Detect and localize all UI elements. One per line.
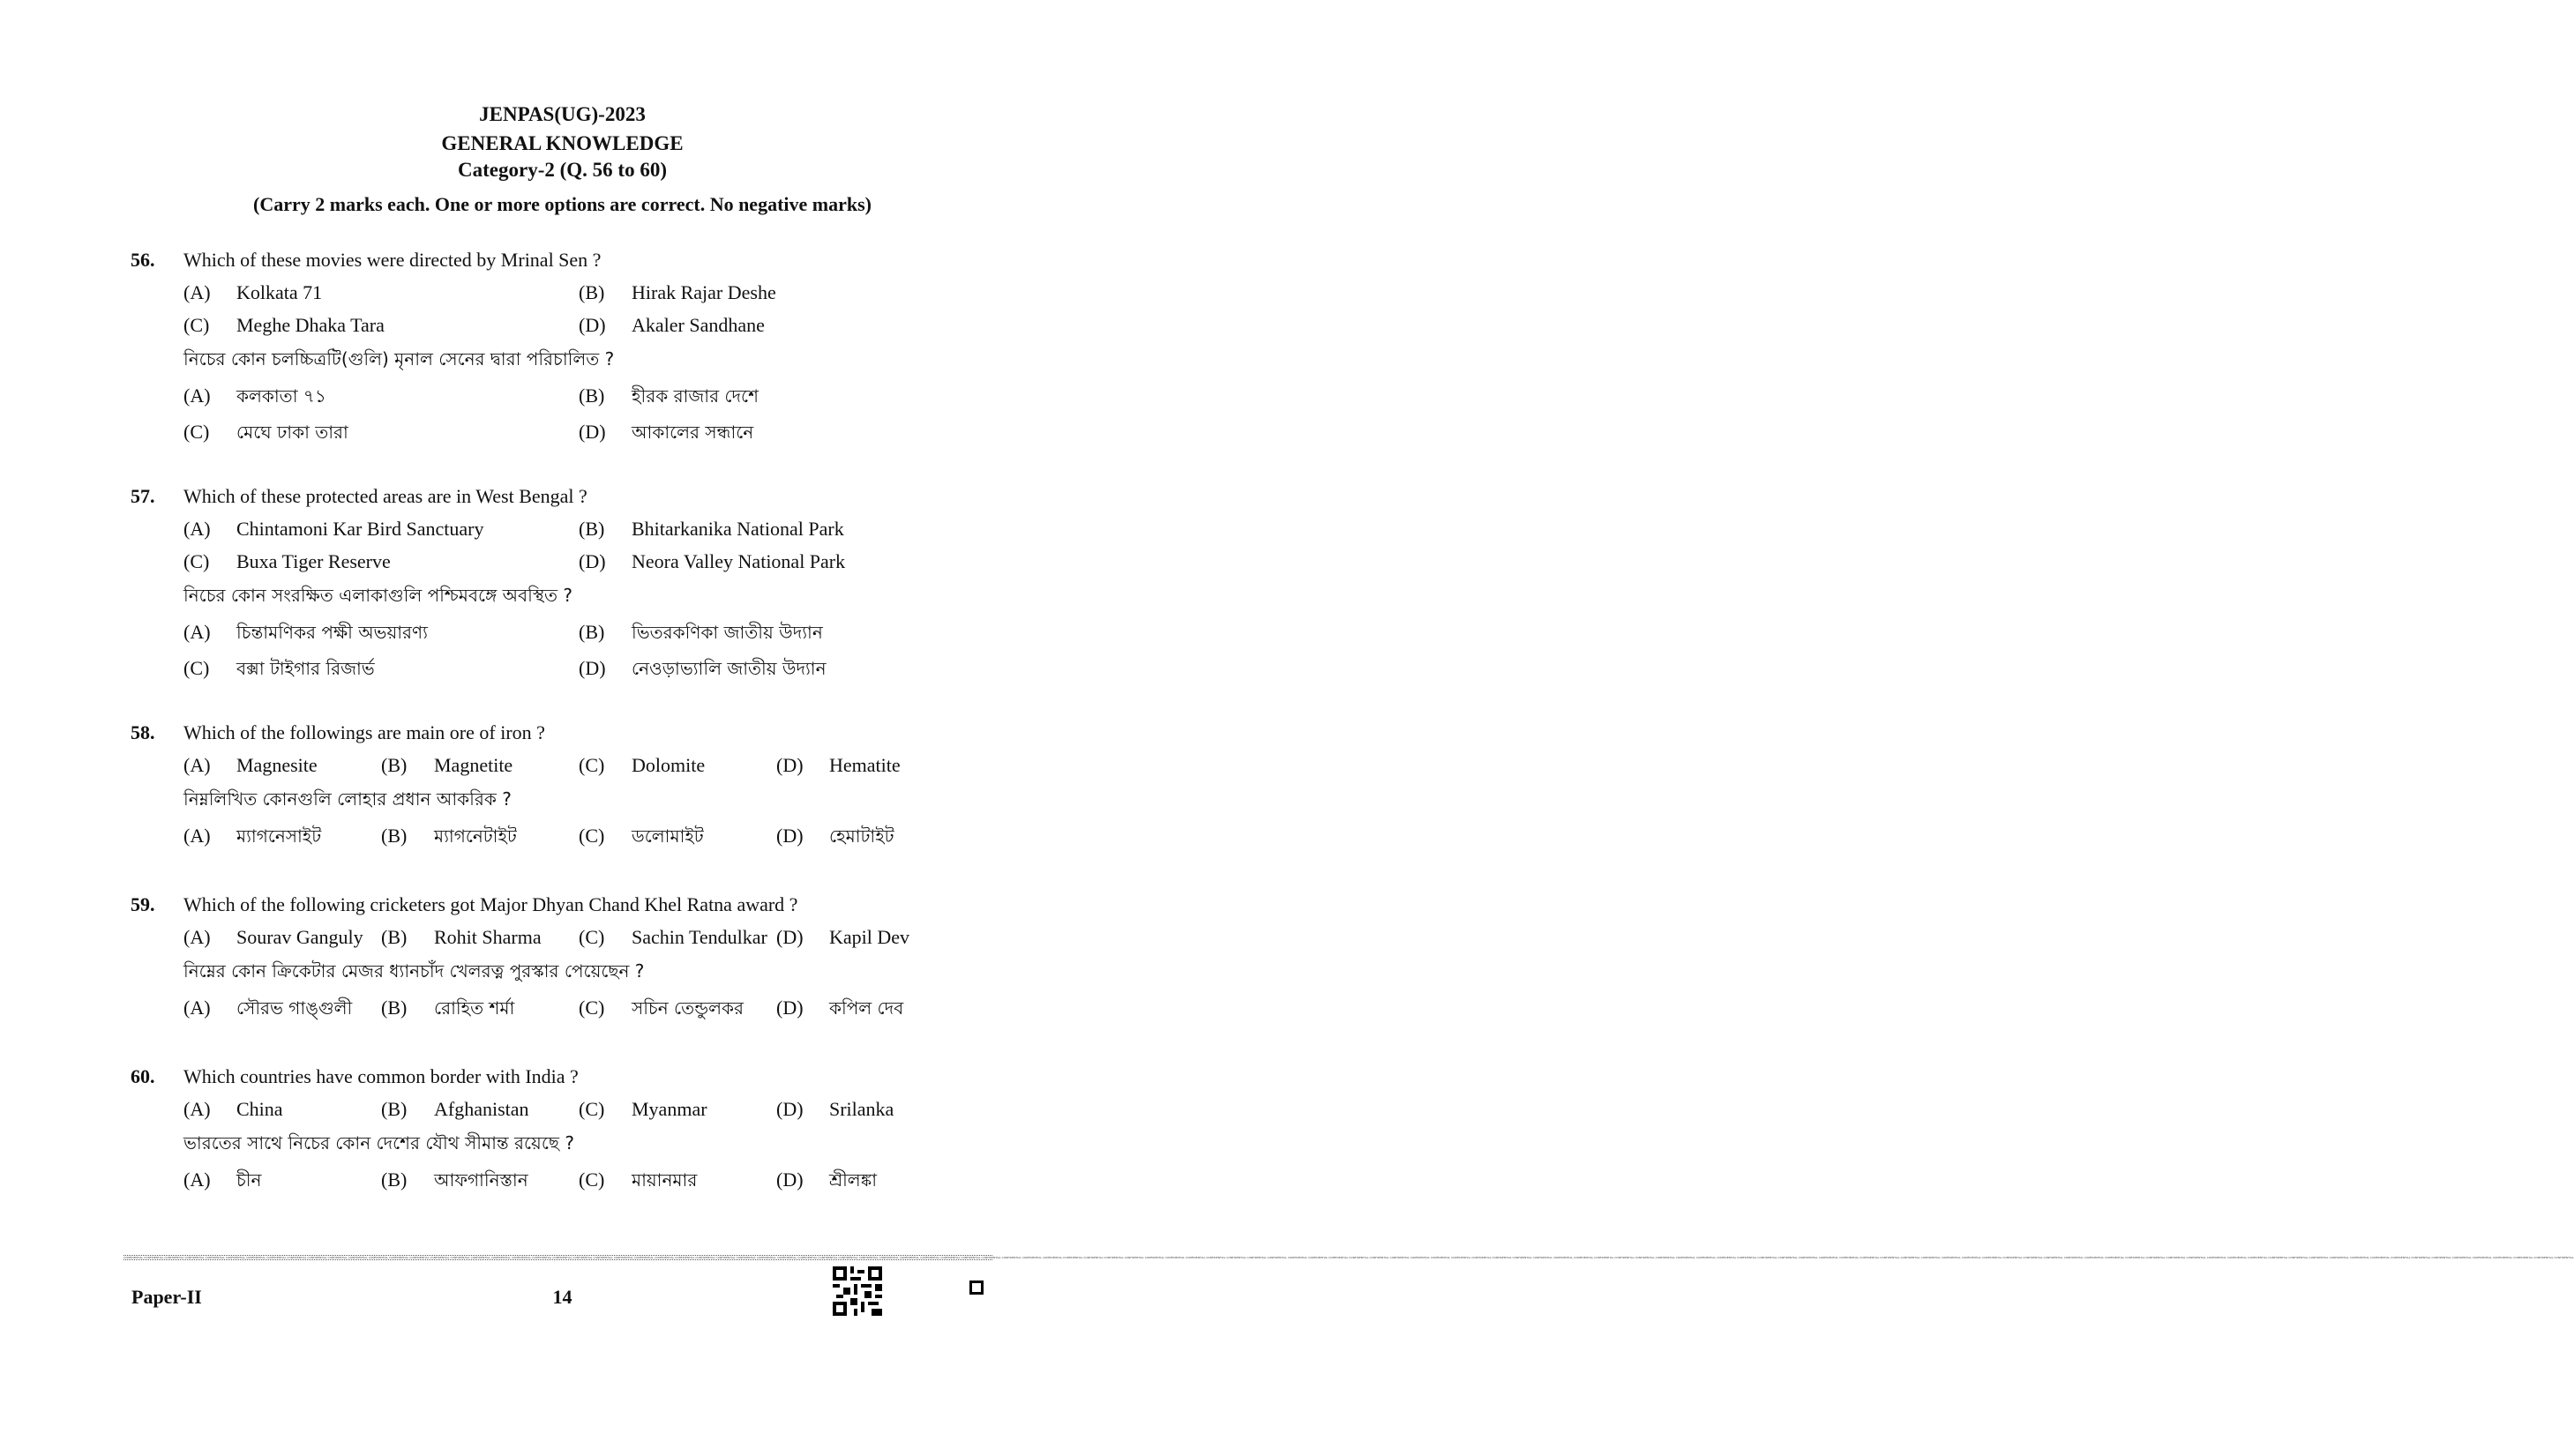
option-text: হীরক রাজার দেশে [632, 385, 759, 407]
option-letter: (A) [183, 281, 211, 303]
question-text-bn: ভারতের সাথে নিচের কোন দেশের যৌথ সীমান্ত রয়েছে ? [183, 1132, 574, 1154]
option-letter: (D) [776, 754, 804, 776]
option-letter: (D) [776, 825, 804, 847]
question-number: 58. [131, 721, 155, 743]
option-text: মায়ানমার [632, 1169, 698, 1191]
option-bn-d [579, 420, 753, 449]
option-letter: (B) [579, 518, 605, 540]
instructions: (Carry 2 marks each. One or more options are correct. No negative marks) [253, 193, 872, 215]
option-en-c [579, 754, 705, 777]
option-letter: (D) [579, 550, 606, 572]
option-bn-b [579, 384, 759, 413]
option-text: মেঘে ঢাকা তারা [236, 422, 348, 443]
question-text-bn: নিচের কোন সংরক্ষিত এলাকাগুলি পশ্চিমবঙ্গে অবস্থিত ? [183, 585, 573, 606]
option-bn-a [183, 620, 428, 649]
option-text: Srilanka [829, 1098, 894, 1120]
option-text: শ্রীলঙ্কা [829, 1169, 878, 1191]
option-letter: (B) [579, 385, 605, 407]
option-letter: (A) [183, 385, 211, 407]
option-en-a [183, 518, 483, 541]
option-en-a [183, 754, 318, 777]
option-letter: (C) [183, 421, 210, 443]
option-bn-b [579, 620, 823, 649]
option-letter: (A) [183, 997, 211, 1019]
qr-code-icon [833, 1266, 882, 1316]
question-number: 60. [131, 1065, 155, 1087]
question-number: 59. [131, 893, 155, 915]
option-en-d [776, 1098, 894, 1121]
option-text: হেমাটাইট [829, 825, 894, 847]
option-text: ম্যাগনেসাইট [236, 825, 322, 847]
option-bn-b [381, 1168, 528, 1197]
option-letter: (D) [579, 657, 606, 679]
option-text: China [236, 1098, 283, 1120]
option-text: নেওড়াভ্যালি জাতীয় উদ্যান [632, 658, 827, 679]
option-text: Kapil Dev [829, 926, 910, 948]
option-text: Akaler Sandhane [632, 314, 765, 336]
option-text: কলকাতা ৭১ [236, 385, 326, 407]
question-text-bn: নিম্নের কোন ক্রিকেটার মেজর ধ্যানচাঁদ খেলরত্ন পুরস্কার পেয়েছেন ? [183, 960, 645, 982]
confidential-strip [123, 1255, 2574, 1260]
option-letter: (D) [776, 997, 804, 1019]
option-letter: (D) [776, 1169, 804, 1191]
option-letter: (A) [183, 926, 211, 948]
question-text-bn: নিচের কোন চলচ্চিত্রটি(গুলি) মৃনাল সেনের দ্বারা পরিচালিত ? [183, 348, 615, 370]
option-letter: (B) [381, 825, 408, 847]
option-letter: (B) [381, 926, 408, 948]
confidential-text: CONFIDENTIAL CONFIDENTIAL CONFIDENTIAL CONFIDENTIAL CONFIDENTIAL CONFIDENTIAL CONFIDENTIAL CONFIDENTIAL CONFIDENTIAL CONFIDENTIAL CONFIDENTIAL CONFIDENTIAL CONFIDENTIAL CONFIDENTIAL CONFIDENTIAL CONFIDENTIAL CONFIDENTIAL CONFIDENTIAL CONFIDENTIAL CONFIDENTIAL CONFIDENTIAL CONFIDENTIAL CONFIDENTIAL CONFIDENTIAL CONFIDENTIAL CONFIDENTIAL CONFIDENTIAL CONFIDENTIAL CONFIDENTIAL CONFIDENTIAL CONFIDENTIAL CONFIDENTIAL CONFIDENTIAL CONFIDENTIAL CONFIDENTIAL CONFIDENTIAL CONFIDENTIAL CONFIDENTIAL CONFIDENTIAL CONFIDENTIAL CONFIDENTIAL CONFIDENTIAL CONFIDENTIAL CONFIDENTIAL CONFIDENTIAL CONFIDENTIAL CONFIDENTIAL CONFIDENTIAL CONFIDENTIAL CONFIDENTIAL CONFIDENTIAL CONFIDENTIAL CONFIDENTIAL CONFIDENTIAL CONFIDENTIAL CONFIDENTIAL CONFIDENTIAL CONFIDENTIAL CONFIDENTIAL CONFIDENTIAL CONFIDENTIAL CONFIDENTIAL CONFIDENTIAL CONFIDENTIAL CONFIDENTIAL CONFIDENTIAL CONFIDENTIAL CONFIDENTIAL CONFIDENTIAL CONFIDENTIAL CONFIDENTIAL CONFIDENTIAL CONFIDENTIAL CONFIDENTIAL CONFIDENTIAL CONFIDENTIAL CONFIDENTIAL CONFIDENTIAL CONFIDENTIAL CONFIDENTIAL CONFIDENTIAL CONFIDENTIAL CONFIDENTIAL CONFIDENTIAL CONFIDENTIAL CONFIDENTIAL CONFIDENTIAL CONFIDENTIAL CONFIDENTIAL CONFIDENTIAL CONFIDENTIAL CONFIDENTIAL CONFIDENTIAL CONFIDENTIAL CONFIDENTIAL CONFIDENTIAL CONFIDENTIAL CONFIDENTIAL CONFIDENTIAL CONFIDENTIAL CONFIDENTIAL CONFIDENTIAL CONFIDENTIAL CONFIDENTIAL CONFIDENTIAL CONFIDENTIAL CONFIDENTIAL CONFIDENTIAL CONFIDENTIAL CONFIDENTIAL CONFIDENTIAL CONFIDENTIAL CONFIDENTIAL CONFIDENTIAL CONFIDENTIAL CONFIDENTIAL CONFIDENTIAL CONFIDENTIAL CONFIDENTIAL CONFIDENTIAL [123, 1256, 2574, 1259]
option-bn-c [579, 996, 744, 1025]
page-number: 14 [552, 1286, 572, 1308]
option-letter: (A) [183, 1098, 211, 1120]
option-en-c [183, 314, 385, 337]
option-en-a [183, 926, 363, 949]
option-text: Sourav Ganguly [236, 926, 363, 948]
option-text: কপিল দেব [829, 997, 904, 1019]
option-text: সৌরভ গাঙ্গুলী [236, 997, 353, 1019]
option-bn-a [183, 824, 321, 853]
option-bn-b [381, 824, 517, 853]
option-text: সচিন তেন্ডুলকর [632, 997, 745, 1019]
option-letter: (C) [579, 997, 605, 1019]
option-bn-c [183, 656, 375, 685]
question-text-en: Which of these protected areas are in West Bengal ? [183, 485, 587, 507]
option-bn-d [579, 656, 827, 685]
paper-label: Paper-II [131, 1286, 202, 1308]
option-en-c [183, 550, 391, 573]
option-text: বক্সা টাইগার রিজার্ভ [236, 658, 375, 679]
option-bn-d [776, 1168, 877, 1197]
option-en-d [579, 314, 765, 337]
option-en-a [183, 1098, 283, 1121]
option-text: আফগানিস্তান [434, 1169, 528, 1191]
option-text: Hirak Rajar Deshe [632, 281, 776, 303]
option-bn-c [579, 1168, 697, 1197]
option-en-a [183, 281, 322, 304]
option-letter: (B) [381, 754, 408, 776]
question-text-en: Which of the followings are main ore of iron ? [183, 721, 545, 743]
option-letter: (B) [381, 1169, 408, 1191]
option-text: Bhitarkanika National Park [632, 518, 844, 540]
option-en-d [776, 754, 901, 777]
option-bn-d [776, 996, 903, 1025]
option-letter: (C) [579, 754, 605, 776]
option-letter: (D) [579, 314, 606, 336]
question-text-en: Which of these movies were directed by Mrinal Sen ? [183, 249, 602, 271]
option-text: চিন্তামণিকর পক্ষী অভয়ারণ্য [236, 622, 428, 643]
option-letter: (A) [183, 825, 211, 847]
subject-title: GENERAL KNOWLEDGE [441, 132, 684, 154]
exam-title: JENPAS(UG)-2023 [479, 103, 646, 125]
option-en-d [579, 550, 845, 573]
option-letter: (C) [183, 314, 210, 336]
option-letter: (C) [579, 825, 605, 847]
question-text-en: Which of the following cricketers got Major Dhyan Chand Khel Ratna award ? [183, 893, 798, 915]
option-letter: (B) [579, 621, 605, 643]
option-text: Magnetite [434, 754, 513, 776]
option-en-d [776, 926, 909, 949]
option-letter: (A) [183, 1169, 211, 1191]
option-text: Dolomite [632, 754, 706, 776]
option-text: ম্যাগনেটাইট [434, 825, 517, 847]
option-en-b [381, 1098, 529, 1121]
corner-marker-icon [969, 1281, 984, 1295]
option-letter: (C) [579, 1098, 605, 1120]
option-text: Sachin Tendulkar [632, 926, 767, 948]
option-bn-a [183, 384, 326, 413]
option-text: Myanmar [632, 1098, 707, 1120]
question-text-bn: নিম্নলিখিত কোনগুলি লোহার প্রধান আকরিক ? [183, 788, 512, 810]
option-text: Meghe Dhaka Tara [236, 314, 385, 336]
option-text: আকালের সন্ধানে [632, 422, 754, 443]
option-text: Rohit Sharma [434, 926, 542, 948]
option-letter: (A) [183, 754, 211, 776]
question-number: 56. [131, 249, 155, 271]
option-text: Kolkata 71 [236, 281, 323, 303]
option-text: Afghanistan [434, 1098, 529, 1120]
question-number: 57. [131, 485, 155, 507]
option-bn-c [579, 824, 704, 853]
option-text: Buxa Tiger Reserve [236, 550, 391, 572]
option-letter: (C) [579, 1169, 605, 1191]
option-en-b [579, 281, 776, 304]
option-text: ডলোমাইট [632, 825, 704, 847]
option-en-c [579, 1098, 707, 1121]
option-bn-c [183, 420, 348, 449]
option-text: Magnesite [236, 754, 318, 776]
option-letter: (D) [579, 421, 606, 443]
option-text: Neora Valley National Park [632, 550, 846, 572]
category-title: Category-2 (Q. 56 to 60) [458, 159, 667, 181]
option-bn-a [183, 996, 352, 1025]
question-text-en: Which countries have common border with India ? [183, 1065, 579, 1087]
option-letter: (D) [776, 1098, 804, 1120]
option-en-b [579, 518, 844, 541]
option-letter: (B) [381, 997, 408, 1019]
option-text: Chintamoni Kar Bird Sanctuary [236, 518, 484, 540]
option-en-b [381, 754, 513, 777]
option-en-b [381, 926, 542, 949]
option-letter: (C) [183, 657, 210, 679]
option-letter: (B) [579, 281, 605, 303]
option-letter: (C) [183, 550, 210, 572]
option-letter: (A) [183, 621, 211, 643]
option-text: Hematite [829, 754, 901, 776]
option-letter: (B) [381, 1098, 408, 1120]
option-text: ভিতরকণিকা জাতীয় উদ্যান [632, 622, 823, 643]
option-letter: (D) [776, 926, 804, 948]
option-letter: (C) [579, 926, 605, 948]
option-text: চীন [236, 1169, 262, 1191]
option-text: রোহিত শর্মা [434, 997, 515, 1019]
option-en-c [579, 926, 767, 949]
option-bn-b [381, 996, 514, 1025]
option-bn-a [183, 1168, 261, 1197]
option-letter: (A) [183, 518, 211, 540]
option-bn-d [776, 824, 894, 853]
